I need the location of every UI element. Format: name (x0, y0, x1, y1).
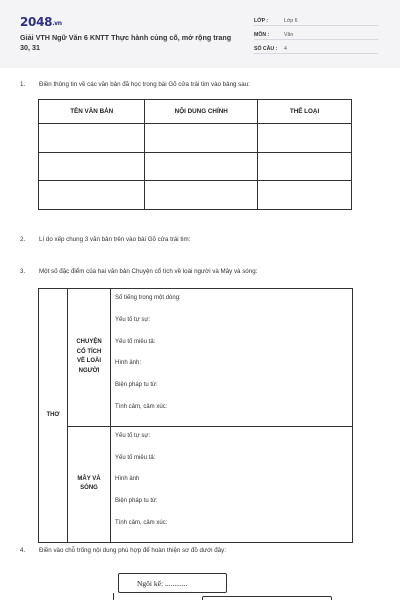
list-item: Tình cảm, cảm xúc: (115, 403, 168, 410)
diagram-connector (113, 593, 114, 600)
meta-count-value: 4 (284, 46, 287, 52)
table-cell (258, 181, 352, 210)
list-item: Yếu tố miêu tả: (115, 338, 156, 345)
question-number: 2. (20, 236, 26, 243)
question-number: 1. (20, 81, 26, 88)
question-number: 3. (20, 268, 26, 275)
question-text: Lí do xếp chung 3 văn bản trên vào bài Gõ cửa trái tim: (39, 236, 191, 243)
diagram-box (202, 596, 332, 600)
meta-subject (254, 31, 378, 40)
items-chuyen-co-tich (111, 289, 353, 427)
info-table (38, 99, 352, 210)
page-header (0, 0, 400, 68)
list-item: Số tiếng trong một dòng: (115, 295, 181, 301)
list-item: Yếu tố tự sự: (115, 432, 151, 439)
row-label-tho: THƠ (39, 289, 68, 543)
logo-tld: .vn (52, 20, 62, 27)
meta-class-value: Lớp 6 (284, 18, 298, 24)
list-item: Yếu tố miêu tả: (115, 454, 156, 461)
group-label-line: MÂY VÀ (77, 475, 101, 482)
diagram-box-ngoi-ke: Ngôi kể: ............ (118, 573, 227, 593)
list-item: Hình ảnh: (115, 360, 142, 367)
question-number: 4. (20, 547, 26, 554)
table-cell (39, 152, 145, 181)
list-item: Biện pháp tu từ: (115, 382, 158, 389)
items-may-va-song (111, 426, 353, 542)
table-cell (258, 152, 352, 181)
table-cell (145, 152, 258, 181)
document-title: Giải VTH Ngữ Văn 6 KNTT Thực hành củng cố, mở rộng trang 30, 31 (20, 33, 232, 52)
logo-text: 2048 (20, 15, 53, 29)
question-text: Điền vào chỗ trống nội dung phù hợp để hoàn thiện sơ đồ dưới đây: (39, 547, 226, 554)
group-label-line: CỔ TÍCH (76, 348, 102, 355)
col-header-noi-dung-chinh: NỘI DUNG CHÍNH (145, 100, 258, 124)
group-label-line: CHUYỆN (76, 339, 102, 346)
table-cell (145, 181, 258, 210)
meta-count-key: SỐ CÂU : (254, 46, 278, 52)
meta-subject-value: Văn (284, 32, 294, 38)
meta-subject-key: MÔN : (254, 32, 270, 38)
list-item: Tình cảm, cảm xúc: (115, 519, 168, 526)
list-item: Hình ảnh (115, 476, 140, 483)
meta-class-key: LỚP : (254, 18, 269, 24)
group-label-may-va-song (68, 426, 111, 542)
table-cell (39, 181, 145, 210)
table-row (39, 181, 352, 210)
group-label-line: VỀ LOÀI (76, 358, 101, 365)
group-label-line: NGƯỜI (78, 367, 100, 374)
features-table (38, 288, 353, 543)
site-logo[interactable] (20, 15, 62, 29)
list-item: Biện pháp tu từ: (115, 498, 158, 505)
table-row (39, 152, 352, 181)
table-cell (145, 124, 258, 153)
meta-question-count (254, 45, 378, 54)
table-row (39, 124, 352, 153)
table-cell (39, 124, 145, 153)
question-text: Điền thông tin về các văn bản đã học trong bài Gõ cửa trái tim vào bảng sau: (39, 81, 250, 88)
col-header-ten-van-ban: TÊN VĂN BẢN (39, 100, 145, 124)
list-item: Yếu tố tự sự: (115, 316, 151, 323)
group-label-chuyen-co-tich (68, 289, 111, 427)
col-header-the-loai: THỂ LOẠI (258, 100, 352, 124)
meta-class (254, 17, 378, 26)
question-text: Một số đặc điểm của hai văn bản Chuyện cổ tích về loài người và Mây và sóng: (39, 268, 258, 275)
group-label-line: SÓNG (80, 485, 98, 492)
table-cell (258, 124, 352, 153)
